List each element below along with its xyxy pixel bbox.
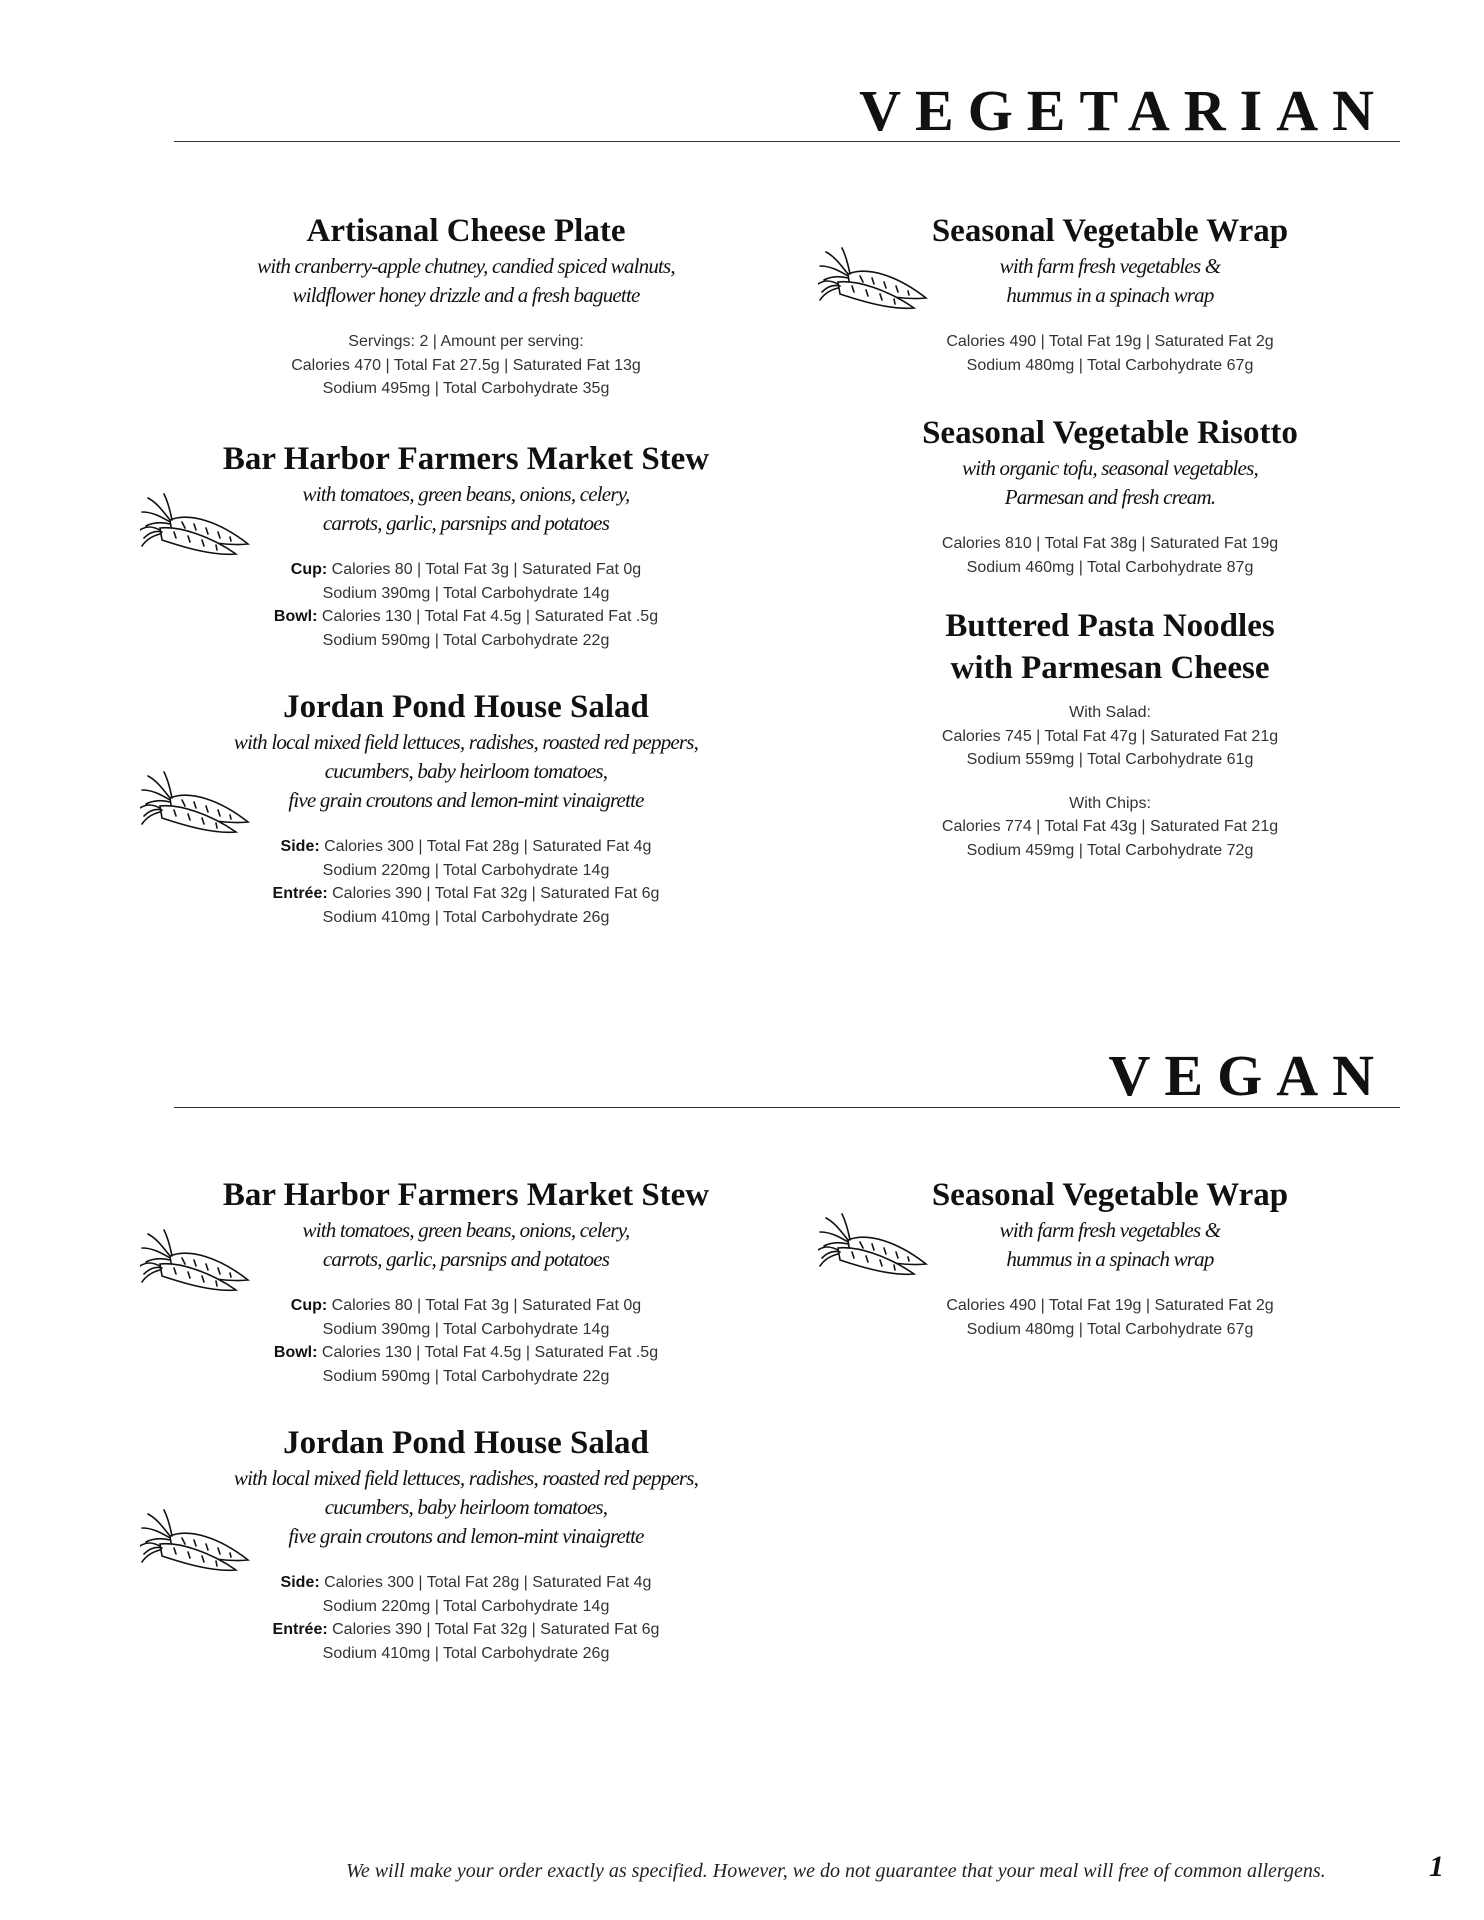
nutrition-line: Sodium 220mg | Total Carbohydrate 14g	[322, 861, 610, 879]
nutrition-values: Calories 300 | Total Fat 28g | Saturated Fat 4g	[324, 1574, 652, 1591]
section-divider	[174, 141, 1400, 142]
description-line: with farm fresh vegetables &	[999, 1218, 1221, 1242]
nutrition-values: Calories 80 | Total Fat 3g | Saturated Fat 0g	[331, 1297, 642, 1314]
nutrition-line: Calories 810 | Total Fat 38g | Saturated Fat 19g	[941, 535, 1279, 552]
nutrition-line	[200, 835, 732, 859]
item-description	[885, 1216, 1335, 1274]
option-label: With Chips:	[1069, 794, 1151, 812]
description-line: wildflower honey drizzle and a fresh baguette	[292, 283, 640, 307]
item-title: Jordan Pond House Salad	[283, 1425, 649, 1461]
nutrition-values: Calories 390 | Total Fat 32g | Saturated Fat 6g	[332, 885, 660, 902]
nutrition-line: Servings: 2 | Amount per serving:	[348, 333, 584, 350]
title-line: with Parmesan Cheese	[950, 650, 1270, 686]
description-line: hummus in a spinach wrap	[1006, 1247, 1214, 1271]
menu-item-house-salad	[200, 1422, 732, 1665]
nutrition-line: Sodium 390mg | Total Carbohydrate 14g	[322, 1320, 610, 1338]
size-label: Cup:	[290, 561, 328, 578]
menu-item-vegetable-risotto	[885, 412, 1335, 579]
size-label: Side:	[280, 838, 320, 855]
nutrition-info	[885, 701, 1335, 862]
description-line: cucumbers, baby heirloom tomatoes,	[324, 759, 608, 783]
size-label: Cup:	[290, 1297, 328, 1314]
nutrition-info	[885, 330, 1335, 377]
nutrition-values: Calories 80 | Total Fat 3g | Saturated Fat 0g	[331, 561, 642, 578]
nutrition-line	[200, 1571, 732, 1595]
description-line: with farm fresh vegetables &	[999, 254, 1221, 278]
nutrition-line: Calories 774 | Total Fat 43g | Saturated Fat 21g	[941, 818, 1279, 835]
nutrition-line: Sodium 559mg | Total Carbohydrate 61g	[966, 751, 1254, 768]
description-line: five grain croutons and lemon-mint vinaigrette	[288, 1524, 644, 1548]
description-line: with cranberry-apple chutney, candied spiced walnuts,	[257, 254, 675, 278]
nutrition-line: Sodium 495mg | Total Carbohydrate 35g	[322, 380, 610, 397]
description-line: with tomatoes, green beans, onions, celery,	[302, 1218, 630, 1242]
item-title	[885, 605, 1335, 689]
description-line: Parmesan and fresh cream.	[1004, 485, 1216, 509]
nutrition-line: Sodium 410mg | Total Carbohydrate 26g	[322, 908, 610, 926]
item-description	[885, 252, 1335, 310]
section-title-vegan: VEGAN	[1108, 1043, 1388, 1108]
nutrition-info	[200, 835, 732, 929]
item-title: Bar Harbor Farmers Market Stew	[222, 1177, 710, 1213]
nutrition-line: Calories 490 | Total Fat 19g | Saturated Fat 2g	[946, 1297, 1274, 1314]
item-title: Seasonal Vegetable Risotto	[922, 415, 1298, 451]
item-description	[200, 252, 732, 310]
nutrition-line: Calories 470 | Total Fat 27.5g | Saturated Fat 13g	[291, 356, 641, 374]
nutrition-line	[200, 1294, 732, 1318]
item-title: Seasonal Vegetable Wrap	[931, 1177, 1289, 1213]
item-description	[200, 1216, 732, 1274]
size-label: Bowl:	[273, 1344, 318, 1361]
nutrition-info	[200, 330, 732, 401]
nutrition-line: Sodium 410mg | Total Carbohydrate 26g	[322, 1644, 610, 1662]
nutrition-line	[200, 1341, 732, 1365]
menu-item-pasta-noodles	[885, 605, 1335, 862]
item-title: Seasonal Vegetable Wrap	[931, 213, 1289, 249]
menu-item-cheese-plate	[200, 210, 732, 401]
nutrition-line: Sodium 220mg | Total Carbohydrate 14g	[322, 1597, 610, 1615]
nutrition-line: Sodium 460mg | Total Carbohydrate 87g	[966, 558, 1254, 576]
nutrition-line: Sodium 480mg | Total Carbohydrate 67g	[966, 356, 1254, 374]
item-description	[200, 728, 732, 815]
item-title: Artisanal Cheese Plate	[306, 213, 626, 249]
description-line: carrots, garlic, parsnips and potatoes	[322, 1247, 610, 1271]
page-number: 1	[1429, 1850, 1444, 1883]
menu-item-vegetable-wrap	[885, 210, 1335, 377]
item-description	[200, 480, 732, 538]
size-label: Entrée:	[272, 885, 328, 902]
description-line: five grain croutons and lemon-mint vinaigrette	[288, 788, 644, 812]
description-line: with local mixed field lettuces, radishes, roasted red peppers,	[233, 730, 699, 754]
size-label: Bowl:	[273, 608, 318, 625]
nutrition-info	[200, 558, 732, 652]
nutrition-line: Calories 745 | Total Fat 47g | Saturated Fat 21g	[941, 727, 1279, 745]
size-label: Side:	[280, 1574, 320, 1591]
nutrition-info	[200, 1294, 732, 1388]
item-title: Jordan Pond House Salad	[283, 689, 649, 725]
nutrition-values: Calories 390 | Total Fat 32g | Saturated Fat 6g	[332, 1621, 660, 1638]
option-label: With Salad:	[1069, 704, 1151, 721]
nutrition-line: Sodium 390mg | Total Carbohydrate 14g	[322, 584, 610, 602]
nutrition-line: Sodium 590mg | Total Carbohydrate 22g	[322, 631, 610, 649]
nutrition-values: Calories 130 | Total Fat 4.5g | Saturated Fat .5g	[321, 608, 659, 625]
section-divider	[174, 1107, 1400, 1108]
menu-item-market-stew	[200, 1174, 732, 1388]
nutrition-info	[200, 1571, 732, 1665]
item-title: Bar Harbor Farmers Market Stew	[222, 441, 710, 477]
description-line: hummus in a spinach wrap	[1006, 283, 1214, 307]
nutrition-info	[885, 1294, 1335, 1341]
nutrition-line	[200, 1618, 732, 1642]
nutrition-info	[885, 532, 1335, 579]
nutrition-line: Sodium 459mg | Total Carbohydrate 72g	[966, 841, 1254, 859]
menu-item-house-salad	[200, 686, 732, 929]
nutrition-line	[200, 605, 732, 629]
size-label: Entrée:	[272, 1621, 328, 1638]
menu-item-market-stew	[200, 438, 732, 652]
item-description	[885, 454, 1335, 512]
section-title-vegetarian: VEGETARIAN	[859, 78, 1388, 143]
title-line: Buttered Pasta Noodles	[945, 608, 1275, 644]
nutrition-line: Calories 490 | Total Fat 19g | Saturated Fat 2g	[946, 333, 1274, 350]
menu-item-vegetable-wrap	[885, 1174, 1335, 1341]
item-description	[200, 1464, 732, 1551]
allergen-disclaimer: We will make your order exactly as specified. However, we do not guarantee that your meal will free of common allergens.	[346, 1860, 1326, 1882]
nutrition-line	[200, 882, 732, 906]
description-line: cucumbers, baby heirloom tomatoes,	[324, 1495, 608, 1519]
description-line: carrots, garlic, parsnips and potatoes	[322, 511, 610, 535]
description-line: with local mixed field lettuces, radishes, roasted red peppers,	[233, 1466, 699, 1490]
nutrition-line	[200, 558, 732, 582]
nutrition-values: Calories 300 | Total Fat 28g | Saturated Fat 4g	[324, 838, 652, 855]
description-line: with organic tofu, seasonal vegetables,	[962, 456, 1258, 480]
description-line: with tomatoes, green beans, onions, celery,	[302, 482, 630, 506]
nutrition-line: Sodium 590mg | Total Carbohydrate 22g	[322, 1367, 610, 1385]
nutrition-values: Calories 130 | Total Fat 4.5g | Saturated Fat .5g	[321, 1344, 659, 1361]
nutrition-line: Sodium 480mg | Total Carbohydrate 67g	[966, 1320, 1254, 1338]
